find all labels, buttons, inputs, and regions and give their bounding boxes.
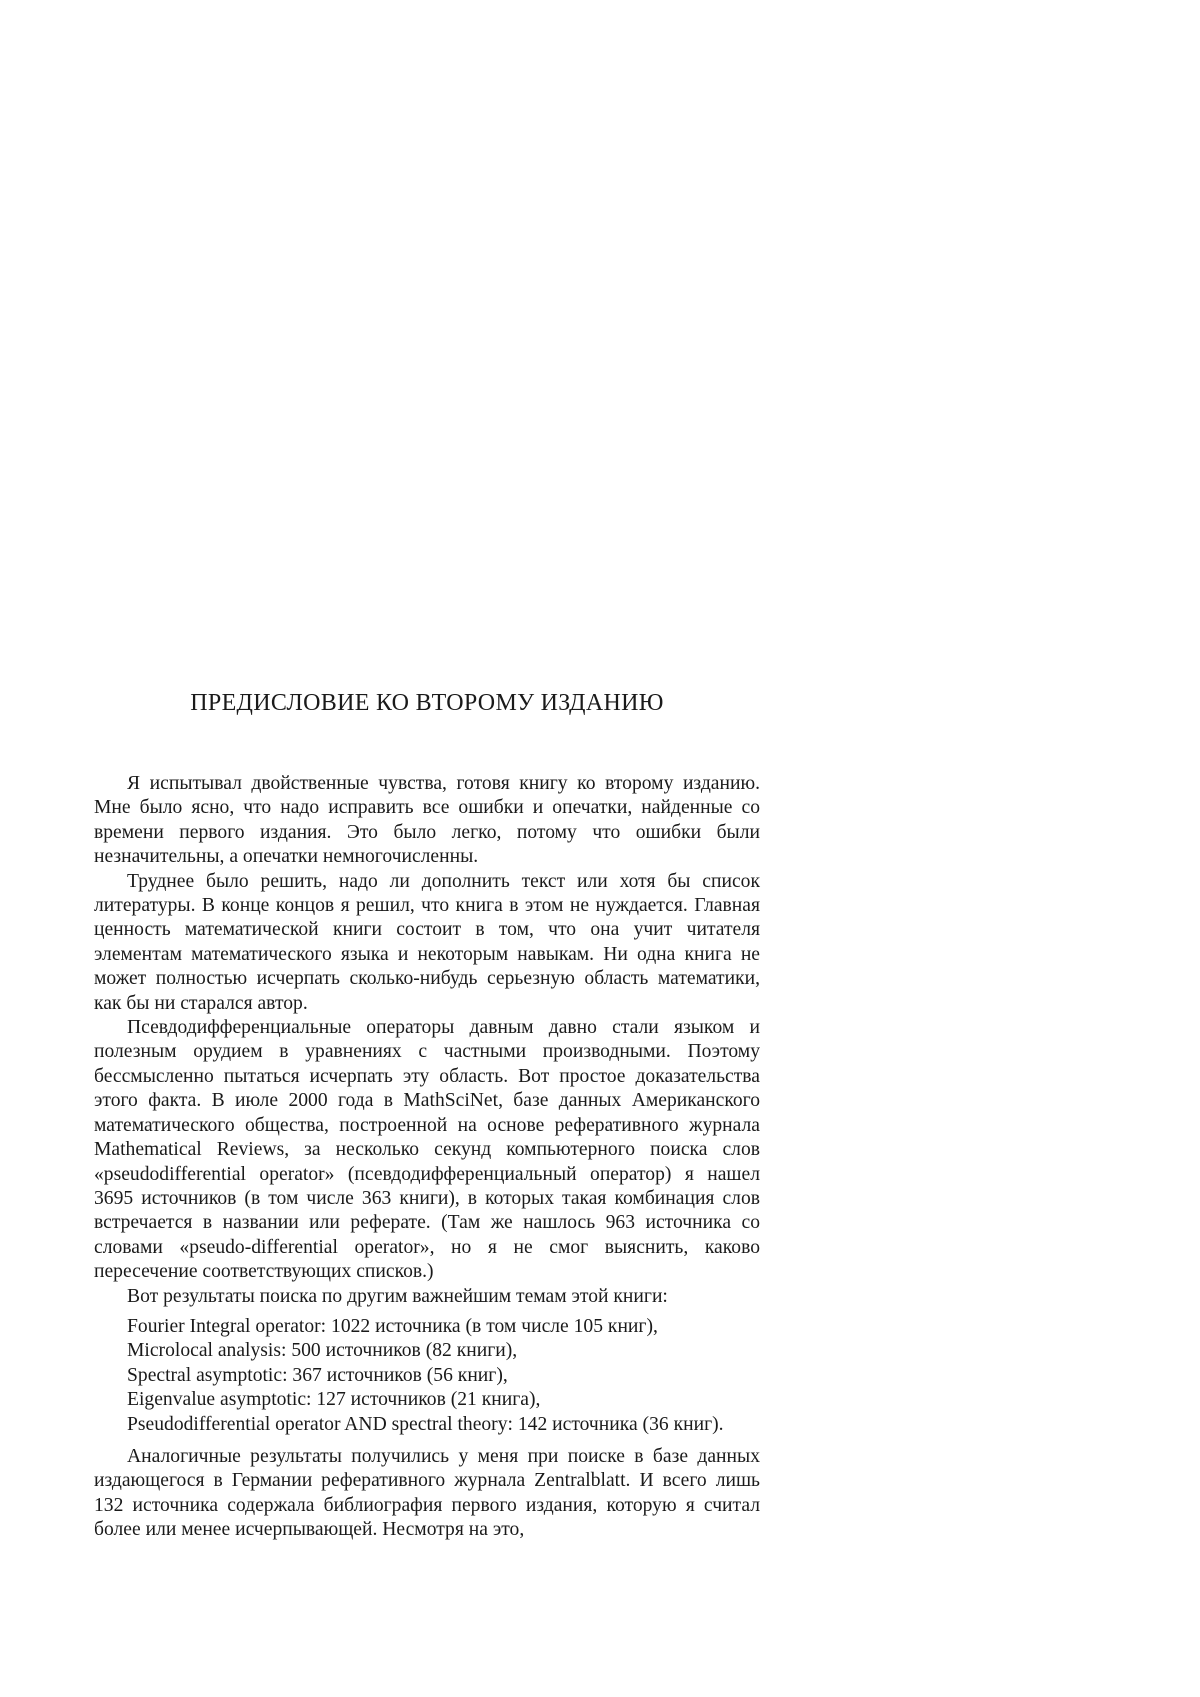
paragraph-1: Я испытывал двойственные чувства, готовя книгу ко второму изданию. Мне было ясно, что надо исправить все ошибки и опечатки, найденные со времени первого издания. Это было легко, потому что ошибки были незначительны, а опечатки немногочисленны. [94, 773, 760, 868]
search-result-item: Fourier Integral operator: 1022 источника (в том числе 105 книг), [127, 1315, 658, 1337]
closing-paragraph: Аналогичные результаты получились у меня при поиске в базе данных издающегося в Германии реферативного журнала Zentralblatt. И всего лишь 132 источника содержала библиография первого издания, которую я считал более или менее исчерпывающей. Несмотря на это, [94, 1445, 760, 1541]
search-result-item: Pseudodifferential operator AND spectral theory: 142 источника (36 книг). [127, 1413, 724, 1435]
paragraph-3: Псевдодифференциальные операторы давным давно стали языком и полезным орудием в уравнениях с частными производными. Поэтому бессмысленно пытаться исчерпать эту область. Вот простое доказательства этого факта. В июле 2000 года в MathSciNet, базе данных Американского математического общества, построенной на основе реферативного журнала Mathematical Reviews, за несколько секунд компьютерного поиска слов «pseudodifferential operator» (псевдодифференциальный оператор) я нашел 3695 источников (в том числе 363 книги), в которых такая комбинация слов встречается в названии или реферате. (Там же нашлось 963 источника со словами «pseudo-differential operator», но я не смог выяснить, каково пересечение соответствующих списков.) [94, 1017, 760, 1283]
preface-body [94, 772, 760, 1543]
search-result-item: Eigenvalue asymptotic: 127 источников (21 книга), [127, 1389, 541, 1411]
page-title: ПРЕДИСЛОВИЕ КО ВТОРОМУ ИЗДАНИЮ [190, 690, 664, 716]
search-results-list [127, 1315, 760, 1437]
paragraph-2: Труднее было решить, надо ли дополнить текст или хотя бы список литературы. В конце концов я решил, что книга в этом не нуждается. Главная ценность математической книги состоит в том, что она учит читателя элементам математического языка и некоторым навыкам. Ни одна книга не может полностью исчерпать сколько-нибудь серьезную область математики, как бы ни старался автор. [94, 870, 760, 1014]
paragraph-4: Вот результаты поиска по другим важнейшим темам этой книги: [127, 1285, 668, 1307]
search-result-item: Spectral asymptotic: 367 источников (56 книг), [127, 1364, 508, 1386]
search-result-item: Microlocal analysis: 500 источников (82 книги), [127, 1340, 518, 1362]
